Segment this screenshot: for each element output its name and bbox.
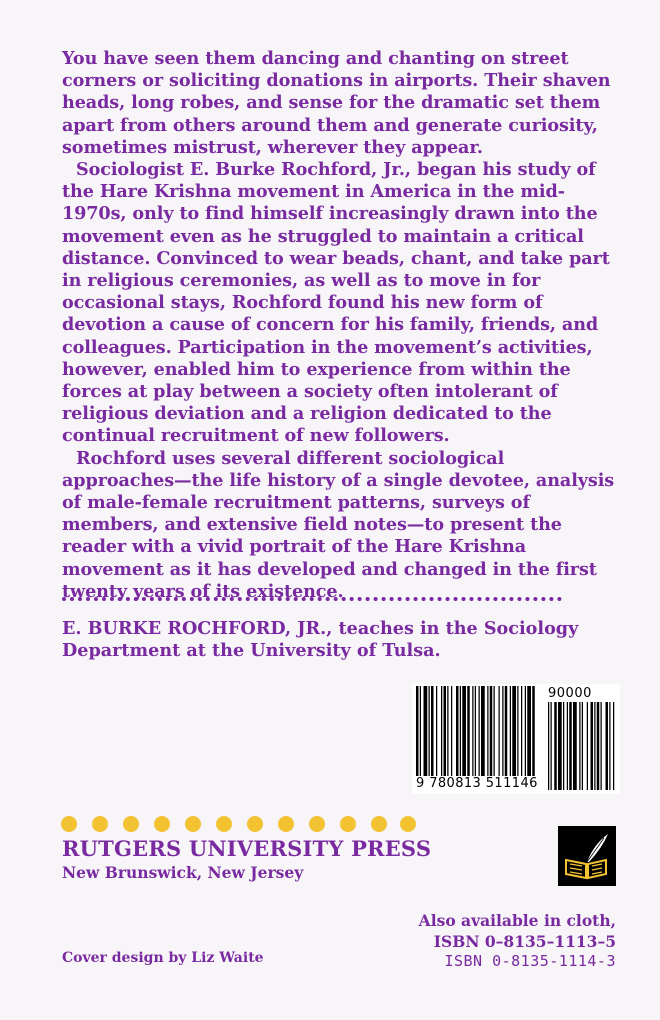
press-dot [123, 816, 139, 832]
barcode-bar [424, 686, 428, 776]
barcode-bar [481, 686, 485, 776]
barcode-bar [525, 686, 526, 776]
barcode-bar [451, 686, 452, 776]
press-dot [92, 816, 108, 832]
barcode-bar [444, 686, 447, 776]
press-dot [216, 816, 232, 832]
barcode-price-code: 90000 [548, 686, 592, 701]
barcode-bar [475, 686, 476, 776]
price-barcode-bar [597, 702, 600, 790]
price-barcode-bar [601, 702, 602, 790]
price-barcode-bar [573, 702, 577, 790]
price-barcode-bar [567, 702, 568, 790]
price-barcode-bar [579, 702, 580, 790]
price-barcode-bar [591, 702, 594, 790]
publisher-name: RUTGERS UNIVERSITY PRESS [62, 836, 432, 861]
price-barcode-bar [594, 702, 595, 790]
barcode-bar [502, 686, 503, 776]
barcode-bar [532, 686, 535, 776]
price-barcode-bar [587, 702, 588, 790]
cloth-line-1: Also available in cloth, [418, 911, 616, 930]
barcode-bar [436, 686, 437, 776]
price-barcode-bar [548, 702, 549, 790]
barcode-bar [499, 686, 500, 776]
price-barcode-bar [551, 702, 552, 790]
barcode-bar [441, 686, 442, 776]
barcode-bar [416, 686, 419, 776]
barcode-bar [510, 686, 511, 776]
price-barcode-bar [558, 702, 562, 790]
price-barcode-bar [554, 702, 557, 790]
cloth-isbn: ISBN 0–8135–1113–5 [433, 932, 616, 951]
publisher-place: New Brunswick, New Jersey [62, 863, 304, 882]
blurb-paragraph-3: Rochford uses several different sociological approaches—the life history of a single devotee, analysis of male-female recruitment patterns, surveys of members, and extensive field notes—to present the reader with a vivid portrait of the Hare Krishna movement as it has developed and changed in the first twenty years of its existence. [62, 447, 615, 602]
author-note: E. BURKE ROCHFORD, JR., teaches in the Sociology Department at the University of Tulsa. [62, 618, 579, 661]
press-dot [61, 816, 77, 832]
open-book-with-quill-icon [558, 826, 616, 886]
press-dot [400, 816, 416, 832]
barcode-bar [429, 686, 430, 776]
barcode-bar [490, 686, 493, 776]
press-dot [309, 816, 325, 832]
barcode-bar [527, 686, 531, 776]
price-barcode-bar [609, 702, 610, 790]
cloth-edition-note [380, 910, 616, 952]
press-dots-row [58, 813, 418, 835]
barcode-bar [462, 686, 466, 776]
barcode-bar [456, 686, 459, 776]
paperback-isbn: ISBN 0-8135-1114-3 [444, 952, 616, 970]
barcode-bar [447, 686, 448, 776]
barcode-bar [505, 686, 508, 776]
barcode-bar [517, 686, 518, 776]
press-dot [278, 816, 294, 832]
barcode-bar [467, 686, 470, 776]
press-dot [247, 816, 263, 832]
barcode-bar [494, 686, 495, 776]
price-barcode-bar [563, 702, 564, 790]
press-dot [154, 816, 170, 832]
barcode-bar [472, 686, 473, 776]
dotted-divider [62, 597, 562, 601]
barcode-bar [420, 686, 421, 776]
blurb [62, 48, 622, 603]
barcode-bar [487, 686, 488, 776]
cover-credit: Cover design by Liz Waite [62, 950, 264, 966]
price-barcode-bar [613, 702, 614, 790]
barcode-bar [479, 686, 480, 776]
barcode-bar [512, 686, 516, 776]
barcode-bar [521, 686, 522, 776]
press-dot [371, 816, 387, 832]
barcode-number: 9 780813 511146 [416, 776, 538, 791]
press-dot [185, 816, 201, 832]
blurb-paragraph-1: You have seen them dancing and chanting on street corners or soliciting donations in airports. Their shaven heads, long robes, and sense for the dramatic set them apart from others around them and generate curiosity, sometimes mistrust, wherever they appear. [62, 48, 611, 158]
barcode-bar [460, 686, 461, 776]
price-barcode-bar [606, 702, 609, 790]
price-barcode-bar [569, 702, 572, 790]
press-dot [340, 816, 356, 832]
barcode-bar [431, 686, 434, 776]
blurb-paragraph-2: Sociologist E. Burke Rochford, Jr., began his study of the Hare Krishna movement in America in the mid-1970s, only to find himself increasingly drawn into the movement even as he struggled to maintain a critical distance. Convinced to wear beads, chant, and take part in religious ceremonies, as well as to move in for occasional stays, Rochford found his new form of devotion a cause of concern for his family, friends, and colleagues. Participation in the movement’s activities, however, enabled him to experience from within the forces at play between a society often intolerant of religious deviation and a religion dedicated to the continual recruitment of new followers. [62, 159, 610, 447]
price-barcode-bar [582, 702, 583, 790]
